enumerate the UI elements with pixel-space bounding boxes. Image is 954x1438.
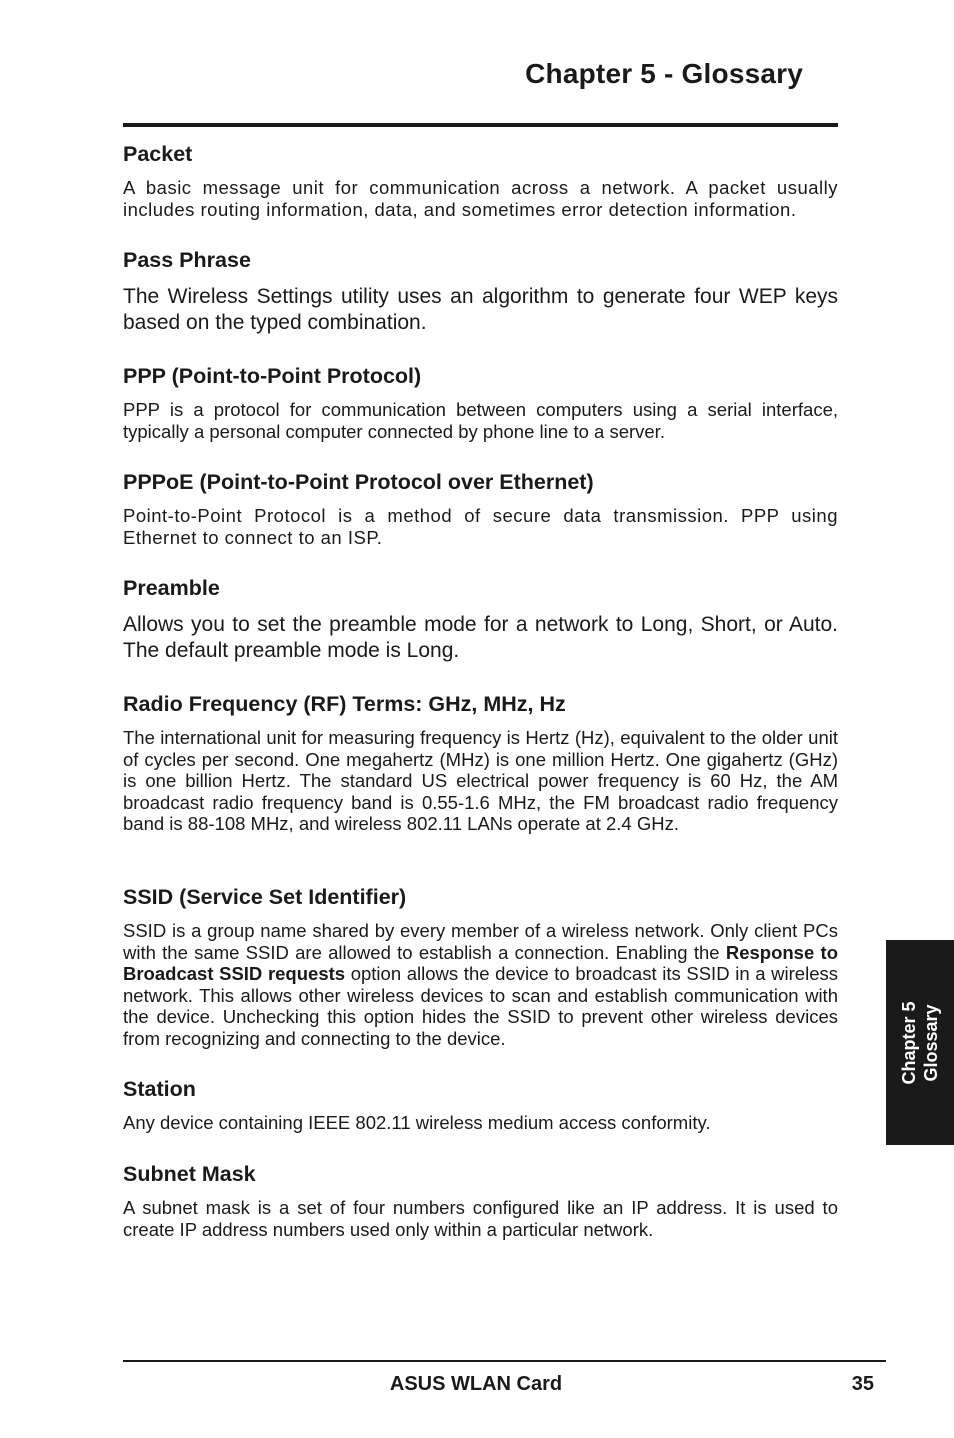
- glossary-entry-station: [123, 1076, 838, 1134]
- term-definition: Allows you to set the preamble mode for a network to Long, Short, or Auto. The default preamble mode is Long.: [123, 613, 838, 662]
- definition-text: option allows the device to broadcast its SSID in a wireless network. This allows other wireless devices to scan and establish communication with the device. Unchecking this option hides the SSID to prevent other wireless devices from recognizing and connecting to the device.: [123, 963, 838, 1049]
- term-definition: PPP is a protocol for communication between computers using a serial interface, typically a personal computer connected by phone line to a server.: [123, 399, 838, 442]
- page-number: 35: [851, 1373, 874, 1395]
- header-divider: [123, 123, 838, 127]
- term-definition: A subnet mask is a set of four numbers configured like an IP address. It is used to create IP address numbers used only within a particular network.: [123, 1197, 838, 1240]
- footer-product-name: ASUS WLAN Card: [389, 1373, 563, 1395]
- side-tab-label: [898, 1001, 942, 1084]
- definition-text: SSID is a group name shared by every member of a wireless network. Only client PCs with the same SSID are allowed to establish a connection. Enabling the: [123, 920, 838, 963]
- term-heading: PPP (Point-to-Point Protocol): [123, 364, 422, 388]
- term-heading: Pass Phrase: [123, 248, 251, 272]
- term-definition: A basic message unit for communication across a network. A packet usually includes routing information, data, and sometimes error detection information.: [123, 177, 838, 220]
- glossary-entry-packet: [123, 141, 838, 220]
- term-heading: Preamble: [123, 576, 220, 600]
- term-heading: PPPoE (Point-to-Point Protocol over Ethernet): [123, 470, 594, 494]
- glossary-entry-radio-frequency: [123, 691, 838, 835]
- term-heading: Station: [123, 1077, 196, 1101]
- chapter-title: Chapter 5 - Glossary: [525, 58, 803, 89]
- footer-divider: [123, 1360, 886, 1362]
- option-name: Response to Broadcast SSID requests: [123, 941, 838, 985]
- glossary-entry-ppp: [123, 363, 838, 442]
- glossary-entry-preamble: [123, 575, 838, 664]
- term-definition: [123, 920, 838, 1050]
- term-definition: Point-to-Point Protocol is a method of secure data transmission. PPP using Ethernet to connect to an ISP.: [123, 505, 838, 548]
- term-definition: The Wireless Settings utility uses an algorithm to generate four WEP keys based on the typed combination.: [123, 285, 838, 334]
- term-definition: The international unit for measuring frequency is Hertz (Hz), equivalent to the older unit of cycles per second. One megahertz (MHz) is one million Hertz. One gigahertz (GHz) is one billion Hertz. The standard US electrical power frequency is 60 Hz, the AM broadcast radio frequency band is 0.55-1.6 MHz, the FM broadcast radio frequency band is 88-108 MHz, and wireless 802.11 LANs operate at 2.4 GHz.: [123, 727, 838, 835]
- chapter-side-tab: [886, 940, 954, 1145]
- glossary-entry-subnet-mask: [123, 1161, 838, 1240]
- term-heading: Radio Frequency (RF) Terms: GHz, MHz, Hz: [123, 692, 566, 716]
- term-heading: Subnet Mask: [123, 1162, 256, 1186]
- side-tab-section: Glossary: [921, 1003, 941, 1082]
- term-heading: Packet: [123, 142, 193, 166]
- side-tab-chapter: Chapter 5: [899, 1000, 919, 1085]
- glossary-entry-ssid: [123, 884, 838, 1050]
- term-heading: SSID (Service Set Identifier): [123, 885, 407, 909]
- glossary-entry-pppoe: [123, 469, 838, 548]
- term-definition: Any device containing IEEE 802.11 wireless medium access conformity.: [123, 1112, 711, 1133]
- glossary-entry-pass-phrase: [123, 247, 838, 336]
